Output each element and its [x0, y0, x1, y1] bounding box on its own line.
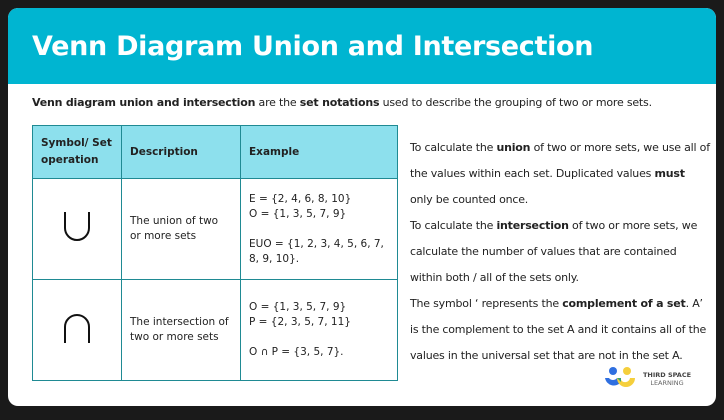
symbol-cell [33, 280, 122, 381]
set-operations-table [32, 125, 398, 381]
table-row [33, 179, 398, 280]
slide-card [8, 8, 716, 406]
logo-icon [603, 366, 637, 392]
intro-bold-term: Venn diagram union and intersection [32, 96, 256, 109]
table-header-row [33, 126, 398, 179]
description-cell: The intersection of two or more sets [122, 280, 241, 381]
complement-paragraph: The symbol ‘ represents the complement of a set. A’ is the complement to the set A and it contains all of the values in the universal set that are not in the set A. [410, 297, 707, 362]
example-cell: E = {2, 4, 6, 8, 10} O = {1, 3, 5, 7, 9} EUO = {1, 2, 3, 4, 5, 6, 7, 8, 9, 10}. [241, 179, 398, 280]
explanation-text [410, 135, 710, 369]
intro-bold-notations: set notations [299, 96, 380, 109]
intersection-icon [62, 311, 92, 350]
union-icon [62, 210, 92, 249]
header-banner [8, 8, 716, 84]
example-cell: O = {1, 3, 5, 7, 9} P = {2, 3, 5, 7, 11} O ∩ P = {3, 5, 7}. [241, 280, 398, 381]
intersection-paragraph: To calculate the intersection of two or more sets, we calculate the number of values that are contained within both / all of the sets only. [410, 219, 698, 284]
third-space-learning-logo: THIRD SPACE LEARNING [603, 366, 691, 392]
description-cell: The union of two or more sets [122, 179, 241, 280]
symbol-cell [33, 179, 122, 280]
intro-text: Venn diagram union and intersection are the set notations used to describe the grouping of two or more sets. [32, 96, 652, 109]
header-description: Description [122, 126, 241, 179]
header-symbol: Symbol/ Set operation [33, 126, 122, 179]
union-paragraph: To calculate the union of two or more sets, we use all of the values within each set. Duplicated values must only be counted once. [410, 141, 710, 206]
page-title: Venn Diagram Union and Intersection [32, 30, 594, 62]
header-example: Example [241, 126, 398, 179]
table-row [33, 280, 398, 381]
